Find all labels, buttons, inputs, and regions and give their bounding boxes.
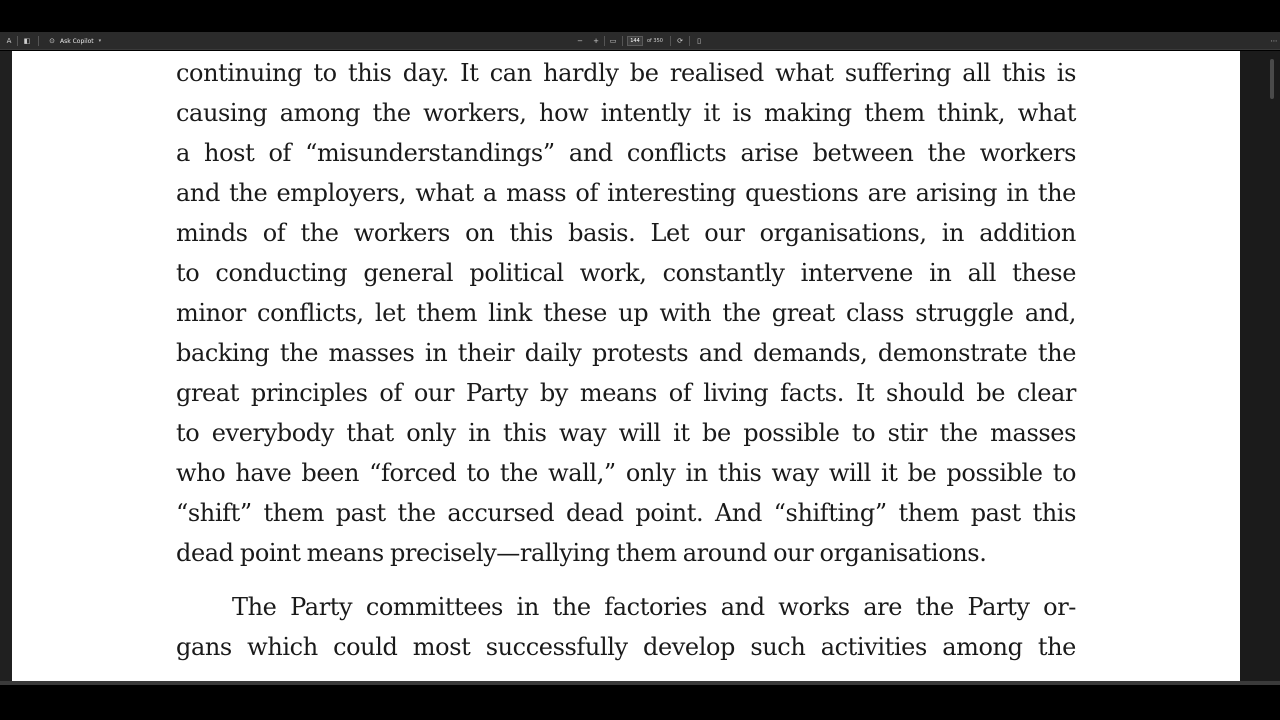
zoom-out-button[interactable] bbox=[575, 32, 585, 50]
text-line: backing the masses in their daily protests and demands, demonstrate the bbox=[176, 339, 1076, 367]
page-count: of 350 bbox=[647, 38, 663, 44]
text-line: dead point means precisely—rallying them around our organisations. bbox=[176, 539, 987, 567]
read-aloud-tool[interactable] bbox=[22, 32, 32, 50]
scrollbar-thumb[interactable] bbox=[1270, 59, 1274, 99]
toolbar-divider bbox=[622, 36, 623, 46]
text-line: minor conflicts, let them link these up with the great class struggle and, bbox=[176, 299, 1076, 327]
read-aloud-icon: ◧ bbox=[23, 37, 31, 45]
fit-page-button[interactable] bbox=[608, 32, 618, 50]
zoom-in-button[interactable] bbox=[591, 32, 601, 50]
text-line: who have been “forced to the wall,” only in this way will it be possible to bbox=[176, 459, 1076, 487]
text-line: continuing to this day. It can hardly be realised what suffering all this is bbox=[176, 59, 1076, 87]
text-line: gans which could most successfully develop such activities among the bbox=[176, 633, 1076, 661]
text-line: minds of the workers on this basis. Let our organisations, in addition bbox=[176, 219, 1076, 247]
text-line: great principles of our Party by means of living facts. It should be clear bbox=[176, 379, 1076, 407]
fit-page-icon: ▭ bbox=[609, 37, 617, 45]
draw-icon: A bbox=[6, 37, 12, 45]
toolbar-divider bbox=[604, 36, 605, 46]
partial-line-bottom bbox=[176, 667, 1076, 681]
minus-icon: − bbox=[577, 37, 583, 45]
rotate-icon: ⟳ bbox=[677, 37, 683, 45]
ask-copilot-label: Ask Copilot bbox=[60, 37, 94, 45]
text-line: causing among the workers, how intently it is making them think, what bbox=[176, 99, 1076, 127]
more-options-button[interactable] bbox=[1269, 32, 1279, 50]
vertical-scrollbar[interactable] bbox=[1240, 51, 1280, 681]
page-view-button[interactable] bbox=[694, 32, 704, 50]
text-line: a host of “misunderstandings” and conflicts arise between the workers bbox=[176, 139, 1076, 167]
chevron-down-icon: ▾ bbox=[98, 38, 102, 44]
text-line: to everybody that only in this way will it be possible to stir the masses bbox=[176, 419, 1076, 447]
text-line: to conducting general political work, constantly intervene in all these bbox=[176, 259, 1076, 287]
more-icon: ⋯ bbox=[1270, 37, 1278, 45]
toolbar-divider bbox=[670, 36, 671, 46]
pdf-toolbar bbox=[0, 32, 1280, 50]
current-page: 144 bbox=[630, 38, 640, 44]
toolbar-divider bbox=[17, 36, 18, 46]
draw-tool[interactable] bbox=[4, 32, 14, 50]
document-viewport[interactable] bbox=[0, 51, 1280, 681]
ask-copilot-button[interactable] bbox=[44, 32, 104, 50]
text-line: and the employers, what a mass of interesting questions are arising in the bbox=[176, 179, 1076, 207]
copilot-icon: ⊙ bbox=[49, 37, 55, 45]
screen-top-bar bbox=[0, 0, 1280, 32]
rotate-button[interactable] bbox=[675, 32, 685, 50]
pdf-page bbox=[12, 51, 1240, 681]
text-line: The Party committees in the factories and works are the Party or- bbox=[232, 593, 1076, 621]
page-number-input[interactable] bbox=[627, 36, 643, 46]
toolbar-divider bbox=[689, 36, 690, 46]
plus-icon: + bbox=[593, 37, 599, 45]
screen-bottom-bar bbox=[0, 685, 1280, 720]
text-line: “shift” them past the accursed dead point. And “shifting” them past this bbox=[176, 499, 1076, 527]
toolbar-divider bbox=[38, 36, 39, 46]
page-view-icon: ▯ bbox=[697, 37, 701, 45]
